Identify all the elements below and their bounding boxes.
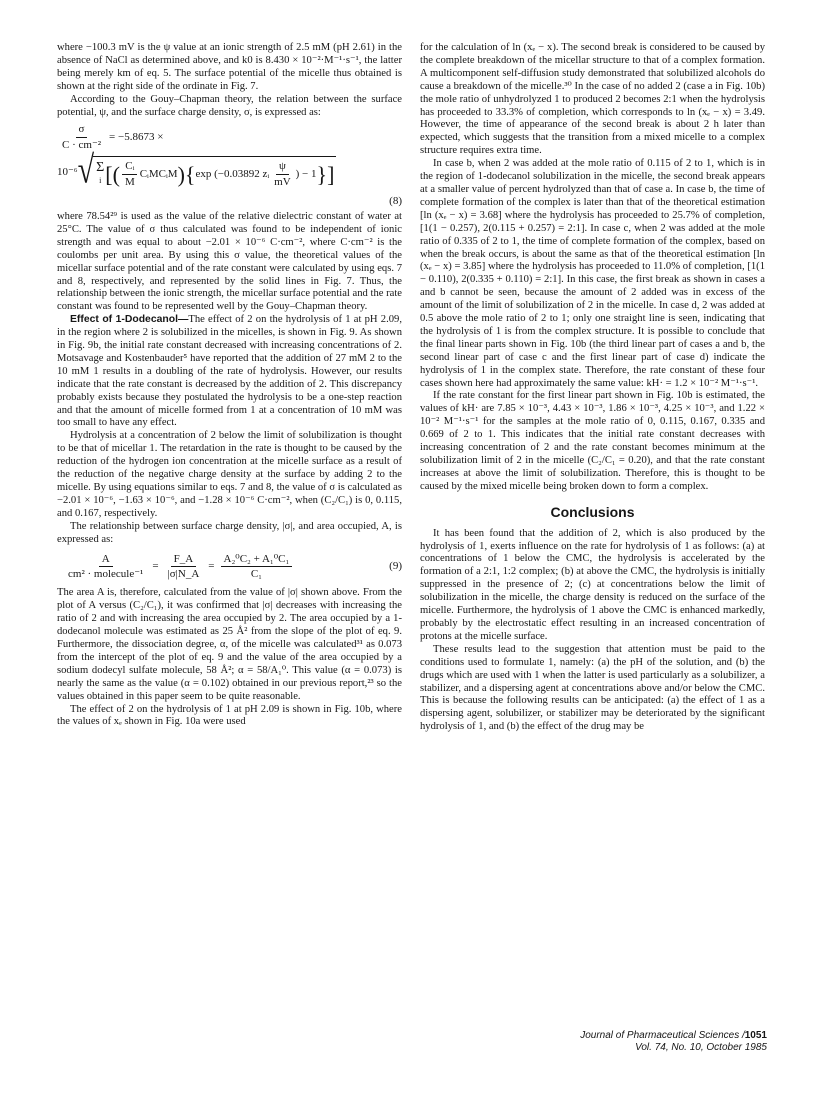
- page-number: 1051: [744, 1030, 767, 1041]
- paragraph: where −100.3 mV is the ψ value at an ionic strength of 2.5 mM (pH 2.61) in the absence of NaCl as determined above, and k0 is 8.430 × 10⁻²·M⁻¹·s⁻¹, the latter being merely km of eq. 5. The surface potential of the micelle thus obtained is shown at the right side of the ordinate in Fig. 7.: [57, 42, 402, 92]
- paragraph: The relationship between surface charge density, |σ|, and area occupied, A, is expressed as:: [57, 520, 402, 545]
- equation-number: (9): [389, 560, 402, 573]
- paragraph: The effect of 2 on the hydrolysis of 1 at pH 2.09 is shown in Fig. 10b, where the values of xₑ shown in Fig. 10a were used: [57, 703, 402, 728]
- equation-number: (8): [389, 195, 402, 208]
- section-heading: Conclusions: [550, 503, 635, 520]
- paragraph: According to the Gouy–Chapman theory, the relation between the surface potential, ψ, and the surface charge density, σ, is expressed as:: [57, 93, 402, 118]
- paragraph: These results lead to the suggestion that attention must be paid to the conditions used to formulate 1, namely: (a) the pH of the solution, and (b) the drugs which are used with 1 when the latter is used particularly as a solubilizer, a stabilizer, and a dispersing agent at concentrations above and/or below the CMC. This is because the following results can be anticipated: (a) the effect of 1 as a dispersing agent, solubilizer, or stabilizer may be deteriorated by the significant hydrolysis of 1, and (b) the effect of the drug may be: [420, 643, 765, 733]
- equation-fraction: $\frac{\sigma}{\text{C · cm⁻²}}$: [62, 123, 102, 152]
- paragraph: Hydrolysis at a concentration of 2 below the limit of solubilization is thought to be that of micellar 1. The retardation in the rate is thought to be caused by the reduction of the hydrogen ion concentration at the micelle surface as a result of the reduction of the negative charge density at the surface by adding 2 to the micelle. By using equations similar to eqs. 7 and 8, the value of σ is calculated as −2.01 × 10⁻⁶, −1.63 × 10⁻⁶, and −1.28 × 10⁻⁶ C·cm⁻², when (C₂/C₁) is 0, 0.115, and 0.167, respectively.: [57, 430, 402, 519]
- paragraph: where 78.54²⁹ is used as the value of the relative dielectric constant of water at 25°C. The value of σ thus calculated was found to be independent of ionic strength and was equal to about −2.01 × 10⁻⁶ C·cm⁻², where C·cm⁻² is the coulombs per unit area. By using this σ value, the theoretical values of the micellar surface potential and of the rate constant were calculated by using eqs. 7 and 8, respectively, and represented by the solid lines in Fig. 7. Thus, the relationship between the ionic strength, the micellar surface potential and the rate constant was found to be represented well by the Gouy–Chapman theory.: [57, 210, 402, 313]
- left-column: [57, 42, 402, 729]
- right-column: [420, 42, 765, 734]
- page-footer: [561, 1030, 767, 1054]
- equation-9: $\frac{A}{\text{cm² · molecule⁻¹}}$ = $\frac{F\_A}{|\sigma|N\_A}$ = $\frac{\text{A₂⁰C₂ + A₁⁰C₁}}{\text{C₁}}$ (9): [68, 552, 402, 581]
- paragraph: Effect of 1-Dodecanol—The effect of 2 on the hydrolysis of 1 at pH 2.09, in the region where 2 is solubilized in the micelles, is shown in Fig. 9. As shown in Fig. 9b, the initial rate constant decreased with increasing concentrations of 2. Motsavage and Kostenbauder⁵ have reported that the addition of 27 mM 2 to the 10 mM 1 results in a doubling of the rate of hydrolysis. However, our results indicate that the rate constant is decreased by the addition of 2. This discrepancy probably exists because they postulated the hydrolysis to be a one-step reaction and that the amount of micelle formed from 1 at a concentration of 10 mM was too small to have any effect.: [57, 314, 402, 429]
- square-root: √ Σ i [ ( $\frac{\text{Cᵢ}}{M}$ CᵢMCᵢM ) { exp (−0.03892 zᵢ $\frac{\psi}{mV}$ ) − 1 } ]: [77, 148, 335, 192]
- paragraph: In case b, when 2 was added at the mole ratio of 0.115 of 2 to 1, which is in the region of 1-dodecanol solubilization in the micelle, the second break appears at a smaller value of percent hydrolyzed than that of case a. In case b, the time of complete formation of the complex is later than that of the theoretical estimation [ln (xₑ − x) = 3.68] where the hydrolysis has proceeded to 25.7% of completion, [1(1 − 0.257), 2(0.115 + 0.257) = 2:1]. In case c, when 2 was added at the mole ratio of 0.335 of 2 to 1, the time of complete formation of the complex, based on when the break occurs, is about the same as that of the theoretical estimation [ln (xₑ − x) = 3.85] where the hydrolysis has proceeded to 11.0% of completion, [1(1 − 0.110), 2(0.335 + 0.110) = 2:1]. In this case, the first break as shown in cases a and b cannot be seen, because the amount of 2 added was in excess of the amount of the limit of solubilization of 2 in the micelle. In case d, 2 was added at 0.5 above the mole ratio of 2 to 1; only one straight line is seen, indicating that the hydrolysis of 1 is from the complex structure. It is possible to conclude that the final linear parts shown in Fig. 10b (the third linear part of cases a and b, the second linear part of case c and the first linear part of case d) indicate the hydrolysis of 1 in the complex state. Therefore, the rate constant of these four cases shown here had approximately the same value: kH· = 1.2 × 10⁻² M⁻¹·s⁻¹.: [420, 158, 765, 389]
- equation-8: $\frac{\sigma}{\text{C · cm⁻²}}$ = −5.8673 × 10⁻⁶ √ Σ i [ ( $\frac{\text{Cᵢ}}{M}$ CᵢMCᵢM ) { exp (−0.03892 zᵢ $\frac{\psi}{mV}$ ) − 1 } ] (8): [57, 123, 402, 208]
- paragraph: If the rate constant for the first linear part shown in Fig. 10b is estimated, the values of kH· are 7.85 × 10⁻³, 4.43 × 10⁻³, 1.86 × 10⁻³, 4.25 × 10⁻³, and 1.22 × 10⁻² M⁻¹·s⁻¹ for the samples at the mole ratio of 0, 0.115, 0.167, 0.335 and 0.669 of 2 to 1. This indicates that the initial rate constant decreases with increasing concentration of 2 and the rate constant becomes minimum at the solubilization limit of 2 in the micelle (C₂/C₁ = 0.20), and that the rate constant increases at above the limit of solubilization. Therefore, this is thought to be caused by the mixed micelle being broken down to form a complex.: [420, 390, 765, 492]
- paragraph: It has been found that the addition of 2, which is also produced by the hydrolysis of 1, exerts influence on the rate for hydrolysis of 1 as follows: (a) at concentrations of 1 below the CMC, the hydrolysis is accelerated by the formation of a 2:1, 1:2 complex; (b) at above the CMC, the hydrolysis is initially suppressed in the presence of 2; (c) at concentrations below the limit of solubilization in the micelle, the charge density is reduced on the surface of the micelle. Furthermore, the hydrolysis of 1 above the CMC is enhanced markedly, probably by the electrostatic effect resulting in an increased concentration of protons at the micelle surface.: [420, 527, 765, 642]
- section-run-in-heading: Effect of 1-Dodecanol—: [70, 314, 189, 326]
- paragraph: for the calculation of ln (xₑ − x). The second break is considered to be caused by the complete breakdown of the micellar structure to that of a complex formation. A multicomponent self-diffusion study demonstrated that solubilized alcohols do cause a breakdown of the micelle.³⁰ In the case of no added 2 (case a in Fig. 10b) the mole ratio of unhydrolyzed 1 to produced 2 becomes 2:1 when the hydrolysis has proceeded to 33.3% of completion, which corresponds to ln (xₑ − x) = 3.49. However, the time of appearance of the second break is about 2 h later than expected, which suggests that the transition from a mixed micelle to a complex structure requires extra time.: [420, 42, 765, 157]
- paragraph: The area A is, therefore, calculated from the value of |σ| shown above. From the plot of A versus (C₂/C₁), it was confirmed that |σ| decreases with increasing the ratio of 2 and with increasing the area occupied by 2. The area occupied by a 1-dodecanol molecule was estimated as 25 Å² from the slope of the plot of eq. 9. Furthermore, the dissociation degree, α, of the micelle was calculated³¹ as 0.073 from the intercept of the plot of eq. 9 and the value of the area occupied by a sodium dodecyl sulfate molecule, 58 Å²; α = 58/A₁⁰. This value (α = 0.073) is nearly the same as the value (α = 0.102) obtained in our previous report,²³ so the values obtained in this paper seem to be quite reasonable.: [57, 587, 402, 702]
- journal-name: Journal of Pharmaceutical Sciences /: [580, 1030, 745, 1041]
- volume-info: Vol. 74, No. 10, October 1985: [635, 1042, 767, 1053]
